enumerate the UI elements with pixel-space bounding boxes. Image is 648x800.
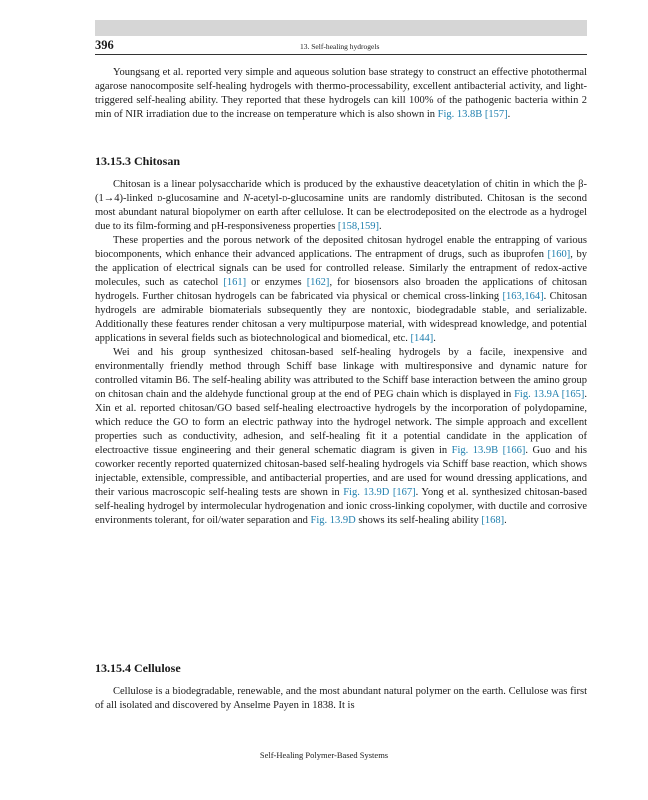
- reference-link[interactable]: [163,164]: [502, 291, 544, 302]
- figure-link[interactable]: Fig. 13.9A: [514, 389, 559, 400]
- reference-link[interactable]: [144]: [410, 333, 434, 344]
- reference-link[interactable]: [160]: [547, 249, 571, 260]
- chitosan-paragraph-2: These properties and the porous network of the deposited chitosan hydrogel enable the entrapping of various biocomponents, which enhance their advanced applications. The entrapment of drugs, such as ibuprofen [160], by the application of electrical signals can be used for controlled release. Similarly the entrapment of redox-active molecules, such as catechol [161] or enzymes [162], for biosensors also broaden the applications of chitosan hydrogels. Further chitosan hydrogels can be fabricated via physical or chemical cross-linking [163,164]. Chitosan hydrogels are admirable biomaterials subsequently they are nontoxic, biodegradable stable, and serializable. Additionally these features render chitosan a very multipurpose material, with widespread knowledge, and potential applications in several fields such as biotechnological and biomedical, etc. [144].: [95, 235, 588, 344]
- reference-link[interactable]: [167]: [392, 487, 416, 498]
- intro-paragraph: Youngsang et al. reported very simple and aqueous solution base strategy to construct an effective photothermal agarose nanocomposite self-healing hydrogels with thermo-processability, excellent antibacterial activity, and light-triggered self-healing ability. They reported that these hydrogels can kill 100% of the pathogenic bacteria within 2 min of NIR irradiation due to the increase on temperature which is also shown in Fig. 13.8B [157].: [95, 67, 587, 120]
- intro-section: [95, 66, 587, 122]
- section-heading-cellulose: 13.15.4 Cellulose: [95, 661, 181, 675]
- figure-link[interactable]: Fig. 13.9B: [451, 445, 499, 456]
- header-rule: [95, 54, 587, 55]
- cellulose-paragraph-1: Cellulose is a biodegradable, renewable, and the most abundant natural polymer on the earth. Cellulose was first of all isolated and discovered by Anselme Payen in 1838. It is: [95, 686, 587, 711]
- page-number: 396: [95, 38, 114, 52]
- reference-link[interactable]: [157]: [484, 109, 508, 120]
- figure-link[interactable]: Fig. 13.9D: [343, 487, 390, 498]
- reference-link[interactable]: [168]: [481, 515, 505, 526]
- figure-link[interactable]: Fig. 13.9D: [310, 515, 356, 526]
- reference-link[interactable]: [161]: [223, 277, 247, 288]
- header-bar: [95, 20, 587, 36]
- running-title: 13. Self-healing hydrogels: [300, 42, 380, 51]
- chitosan-paragraph-3: Wei and his group synthesized chitosan-based self-healing hydrogels by a facile, inexpensive and environmentally friendly method through Schiff base linkage with multiresponsive and dynamic nature for controlled vitamin B6. The self-healing ability was attributed to the Schiff base interaction between the amino group on chitosan chain and the aldehyde functional group at the end of PEG chain which is displayed in Fig. 13.9A [165]. Xin et al. reported chitosan/GO based self-healing electroactive hydrogels by the incorporation of polydopamine, which reduce the GO to form an electric pathway into the hydrogel network. The simple approach and excellent properties such as conductivity, adhesion, and self-healing fit it a potential candidate in the application of electroactive tissue engineering and their general schematic diagram is given in Fig. 13.9B [166]. Guo and his coworker recently reported quaternized chitosan-based self-healing hydrogels via Schiff base reaction, which shows injectable, extensible, compressible, and antibacterial properties, and are used for wound dressing applications, and their various macroscopic self-healing tests are shown in Fig. 13.9D [167]. Yong et al. synthesized chitosan-based self-healing hydrogel by intermolecular hydrogenation and ionic cross-linking copolymer, with ductile and corrosive environments tolerant, for oil/water separation and Fig. 13.9D shows its self-healing ability [168].: [95, 347, 588, 526]
- reference-link[interactable]: [162]: [306, 277, 330, 288]
- reference-link[interactable]: [158,159]: [337, 221, 380, 232]
- figure-link[interactable]: Fig. 13.8B: [437, 109, 483, 120]
- section-heading-chitosan: 13.15.3 Chitosan: [95, 154, 181, 168]
- chitosan-paragraph-1: Chitosan is a linear polysaccharide which is produced by the exhaustive deacetylation of chitin in which the β-(1→4)-linked d-glucosamine and N-acetyl-d-glucosamine units are randomly distributed. Chitosan is the second most abundant natural biopolymer on earth after cellulose. It can be electrodeposited on the electrode as a hydrogel due to its film-forming and pH-responsiveness properties [158,159].: [95, 179, 587, 232]
- reference-link[interactable]: [165]: [561, 389, 585, 400]
- chitosan-section: [95, 178, 587, 528]
- cellulose-section: [95, 685, 587, 713]
- book-title-footer: Self-Healing Polymer-Based Systems: [259, 750, 389, 760]
- reference-link[interactable]: [166]: [502, 445, 526, 456]
